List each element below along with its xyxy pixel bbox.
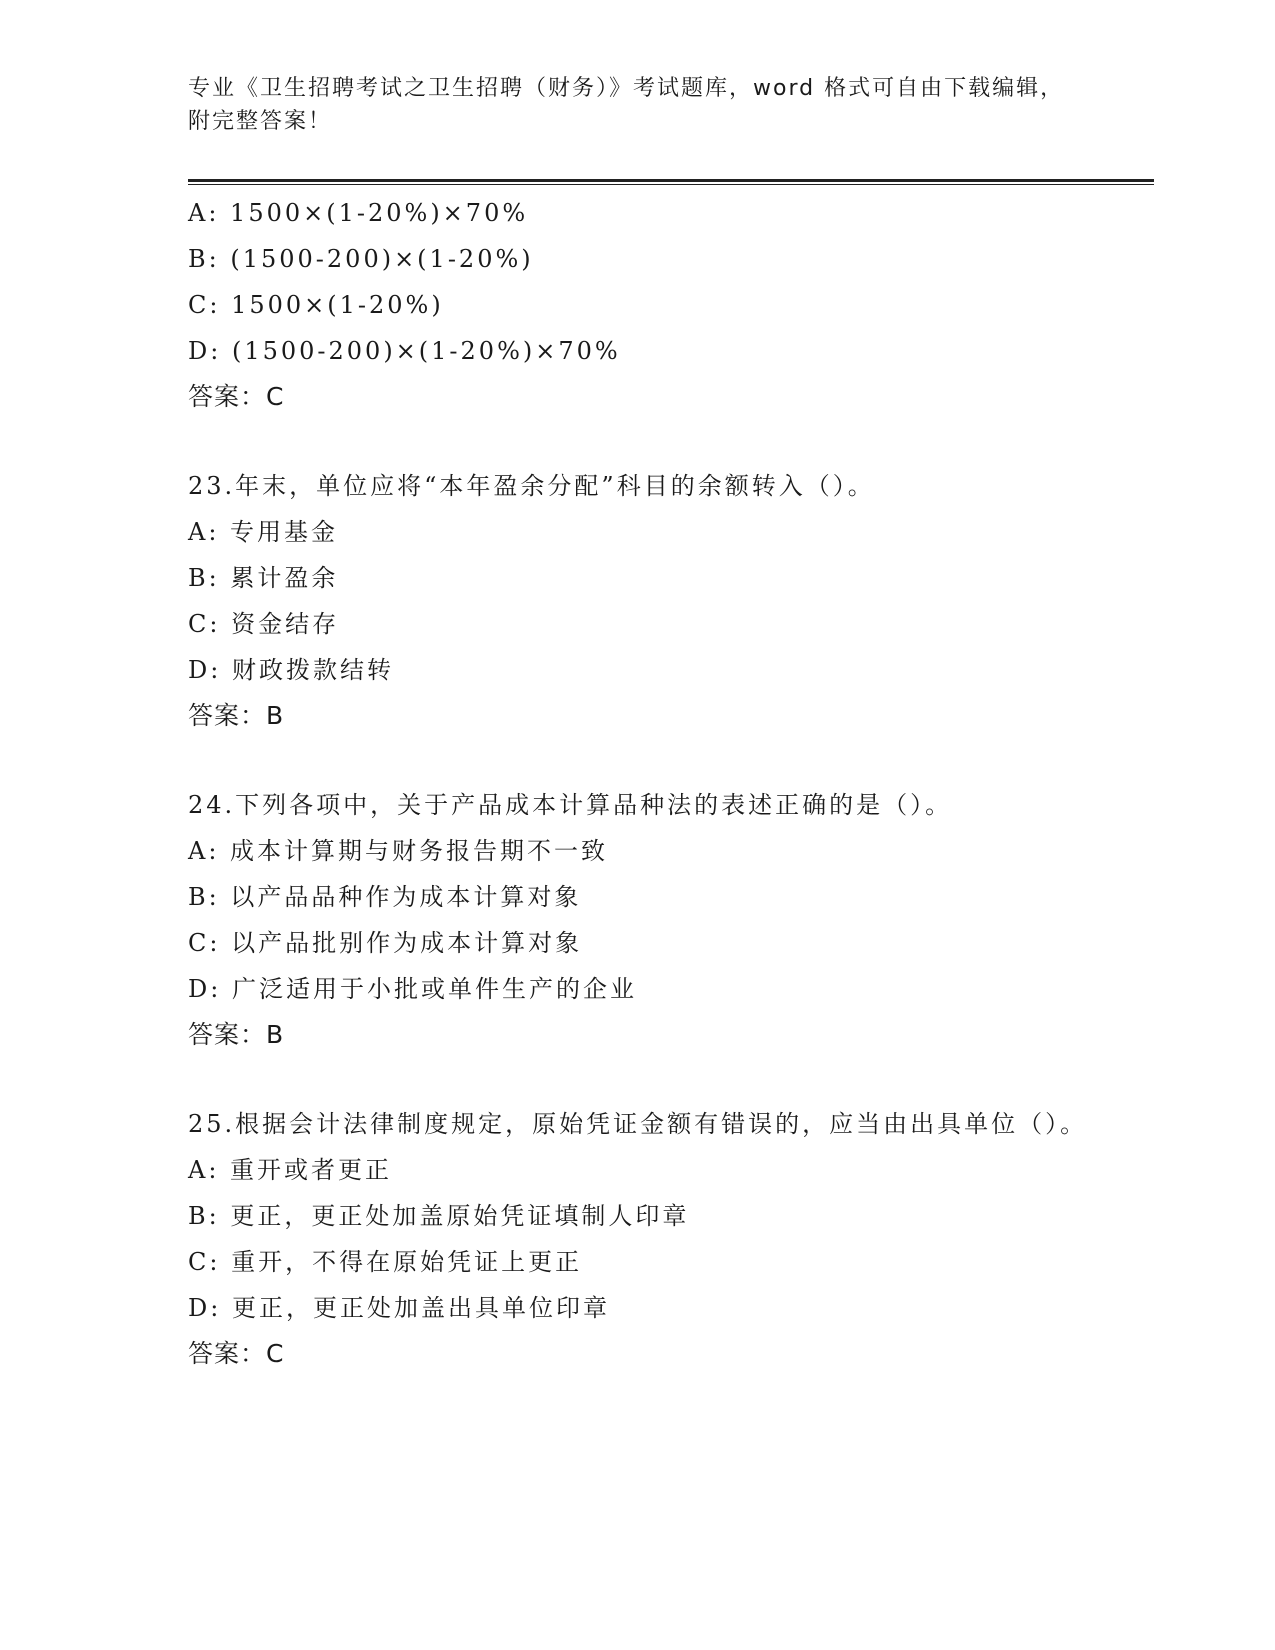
question-block bbox=[188, 463, 1088, 739]
header-divider-thick bbox=[188, 179, 1154, 182]
question-block bbox=[188, 782, 1088, 1058]
option-d: D: 财政拨款结转 bbox=[188, 656, 394, 684]
answer-line: 答案：C bbox=[188, 382, 285, 411]
question-stem: 23.年末，单位应将“本年盈余分配”科目的余额转入（）。 bbox=[188, 472, 875, 500]
question-block bbox=[188, 190, 1088, 420]
option-c: C: 重开，不得在原始凭证上更正 bbox=[188, 1248, 583, 1276]
option-a: A: 专用基金 bbox=[188, 518, 339, 546]
option-c: C: 资金结存 bbox=[188, 610, 340, 638]
question-stem: 25.根据会计法律制度规定，原始凭证金额有错误的，应当由出具单位（）。 bbox=[188, 1110, 1088, 1138]
option-a: A: 1500×(1-20%)×70% bbox=[188, 199, 529, 227]
question-block bbox=[188, 1101, 1088, 1377]
option-b: B: (1500-200)×(1-20%) bbox=[188, 245, 534, 273]
option-d: D: 更正，更正处加盖出具单位印章 bbox=[188, 1294, 610, 1322]
question-list bbox=[188, 190, 1088, 1377]
answer-line: 答案：C bbox=[188, 1339, 285, 1368]
spacer bbox=[188, 739, 1088, 782]
spacer bbox=[188, 1058, 1088, 1101]
option-d: D: 广泛适用于小批或单件生产的企业 bbox=[188, 975, 637, 1003]
option-c: C: 以产品批别作为成本计算对象 bbox=[188, 929, 583, 957]
option-a: A: 成本计算期与财务报告期不一致 bbox=[188, 837, 609, 865]
answer-line: 答案：B bbox=[188, 701, 285, 730]
option-a: A: 重开或者更正 bbox=[188, 1156, 393, 1184]
document-header: 专业《卫生招聘考试之卫生招聘（财务）》考试题库，word 格式可自由下载编辑，附完整答案！ bbox=[188, 76, 1065, 134]
option-b: B: 累计盈余 bbox=[188, 564, 339, 592]
spacer bbox=[188, 420, 1088, 463]
option-b: B: 更正，更正处加盖原始凭证填制人印章 bbox=[188, 1202, 690, 1230]
question-stem: 24.下列各项中，关于产品成本计算品种法的表述正确的是（）。 bbox=[188, 791, 953, 819]
option-b: B: 以产品品种作为成本计算对象 bbox=[188, 883, 582, 911]
option-d: D: (1500-200)×(1-20%)×70% bbox=[188, 337, 621, 365]
answer-line: 答案：B bbox=[188, 1020, 285, 1049]
header-divider-thin bbox=[188, 184, 1154, 185]
option-c: C: 1500×(1-20%) bbox=[188, 291, 444, 319]
